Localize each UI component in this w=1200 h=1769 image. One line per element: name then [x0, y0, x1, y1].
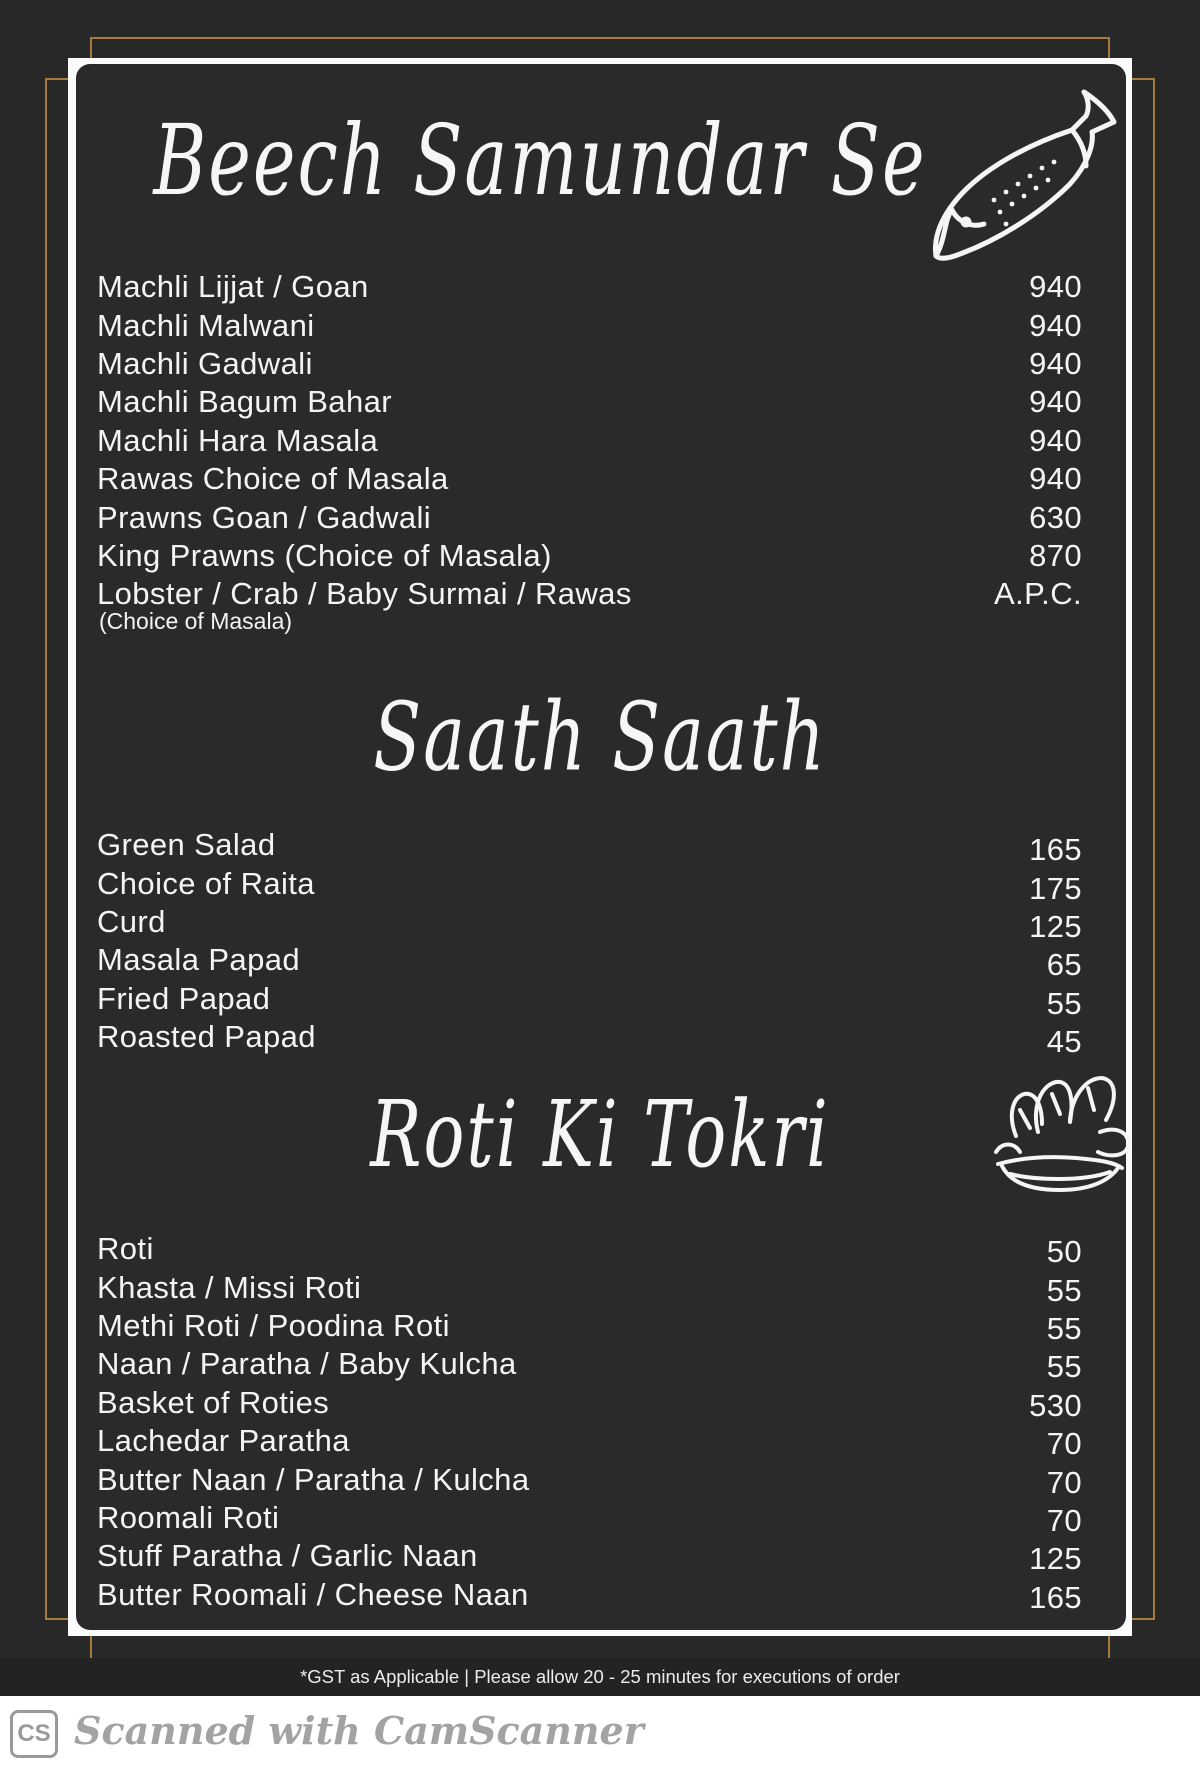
menu-item: [97, 1307, 1082, 1345]
item-price: 70: [1046, 1464, 1082, 1500]
menu-item: [97, 1018, 1082, 1060]
bread-basket-icon: [990, 1072, 1140, 1202]
item-name: King Prawns (Choice of Masala): [97, 537, 552, 573]
item-price: 165: [1029, 832, 1082, 868]
item-name: Roomali Roti: [97, 1499, 280, 1535]
menu-item: [97, 1384, 1082, 1422]
item-note: (Choice of Masala): [99, 607, 293, 634]
item-price: 165: [1029, 1579, 1082, 1615]
item-name: Masala Papad: [97, 942, 300, 978]
item-name: Green Salad: [97, 827, 276, 863]
item-name: Rawas Choice of Masala: [97, 461, 449, 497]
menu-item: [97, 1345, 1082, 1383]
item-list-sides: [97, 826, 1082, 1060]
item-price: 55: [1046, 1310, 1082, 1346]
item-name: Machli Lijjat / Goan: [97, 269, 369, 305]
menu-item: [97, 537, 1082, 575]
menu-item: [97, 1499, 1082, 1537]
item-price: 70: [1046, 1426, 1082, 1462]
item-name: Machli Malwani: [97, 307, 315, 343]
item-name: Butter Naan / Paratha / Kulcha: [97, 1461, 530, 1497]
section-heading-sides: Saath Saath: [373, 681, 827, 793]
scanner-watermark: [0, 1696, 1200, 1769]
item-name: Basket of Roties: [97, 1384, 330, 1420]
menu-item: [97, 383, 1082, 421]
item-price: A.P.C.: [994, 576, 1082, 612]
section-heading-seafood: Beech Samundar Se: [153, 103, 927, 217]
item-name: Machli Hara Masala: [97, 422, 379, 458]
item-name: Fried Papad: [97, 980, 271, 1016]
item-price: 630: [1029, 499, 1082, 535]
item-price: 65: [1046, 947, 1082, 983]
item-list-breads: [97, 1230, 1082, 1614]
menu-item: [97, 1268, 1082, 1306]
menu-item: [97, 345, 1082, 383]
item-price: 70: [1046, 1502, 1082, 1538]
menu-item: [97, 864, 1082, 906]
menu-item: [97, 1576, 1082, 1614]
item-price: 940: [1029, 461, 1082, 497]
item-name: Khasta / Missi Roti: [97, 1269, 362, 1305]
menu-item: [97, 460, 1082, 498]
camscanner-logo-icon: CS: [10, 1710, 58, 1758]
item-name: Stuff Paratha / Garlic Naan: [97, 1538, 478, 1574]
menu-item: [97, 422, 1082, 460]
item-price: 125: [1029, 908, 1082, 944]
item-name: Choice of Raita: [97, 865, 315, 901]
item-price: 175: [1029, 870, 1082, 906]
item-name: Curd: [97, 903, 166, 939]
menu-item: [97, 268, 1082, 306]
menu-item: [97, 498, 1082, 536]
item-name: Lobster / Crab / Baby Surmai / Rawas: [97, 576, 632, 612]
item-price: 940: [1029, 345, 1082, 381]
menu-item: [97, 941, 1082, 983]
item-name: Methi Roti / Poodina Roti: [97, 1307, 450, 1343]
item-price: 530: [1029, 1387, 1082, 1423]
item-name: Roti: [97, 1231, 154, 1267]
item-name: Naan / Paratha / Baby Kulcha: [97, 1346, 517, 1382]
item-name: Machli Gadwali: [97, 345, 313, 381]
item-price: 940: [1029, 307, 1082, 343]
item-name: Butter Roomali / Cheese Naan: [97, 1576, 529, 1612]
item-price: 940: [1029, 269, 1082, 305]
item-price: 55: [1046, 985, 1082, 1021]
item-name: Prawns Goan / Gadwali: [97, 499, 432, 535]
menu-item: [97, 1537, 1082, 1575]
menu-item: [97, 903, 1082, 944]
item-price: 940: [1029, 384, 1082, 420]
item-name: Lachedar Paratha: [97, 1423, 350, 1459]
item-price: 45: [1046, 1024, 1082, 1060]
menu-item: [97, 1422, 1082, 1460]
item-price: 55: [1046, 1349, 1082, 1385]
item-price: 870: [1029, 537, 1082, 573]
scanner-text: Scanned with CamScanner: [74, 1708, 644, 1753]
menu-item: [97, 1460, 1082, 1498]
section-heading-breads: Roti Ki Tokri: [370, 1082, 830, 1189]
item-price: 125: [1029, 1541, 1082, 1577]
item-price: 50: [1046, 1234, 1082, 1270]
item-name: Roasted Papad: [97, 1019, 316, 1055]
item-name: Machli Bagum Bahar: [97, 384, 392, 420]
item-price: 55: [1046, 1272, 1082, 1308]
menu-item: [97, 980, 1082, 1021]
footer-note: *GST as Applicable | Please allow 20 - 25 minutes for executions of order: [0, 1658, 1200, 1696]
fish-icon: [922, 88, 1122, 268]
item-list-seafood: [97, 268, 1082, 641]
menu-item: [97, 826, 1082, 868]
item-price: 940: [1029, 422, 1082, 458]
menu-item: [97, 1230, 1082, 1268]
menu-item: [97, 306, 1082, 344]
